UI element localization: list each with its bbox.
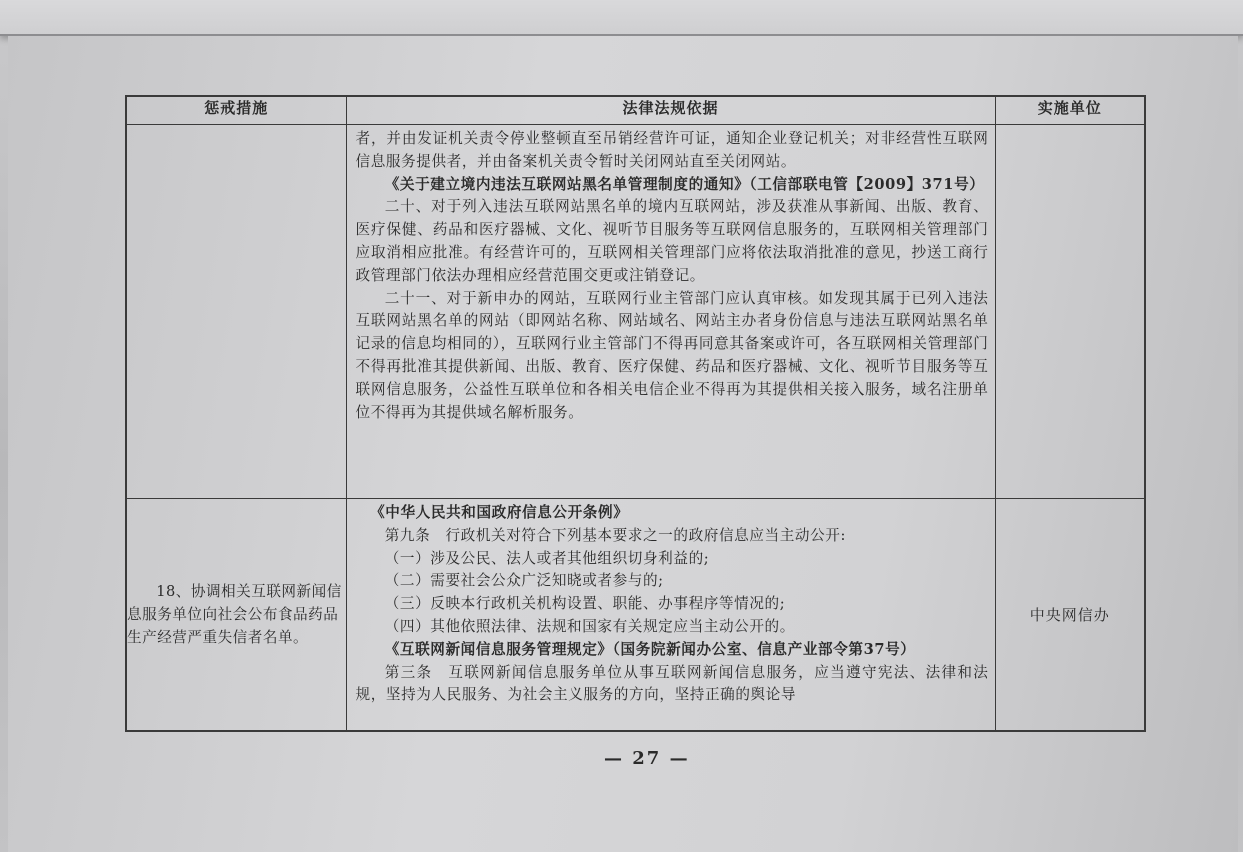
measure-cell [126, 499, 346, 732]
header-measures: 惩戒措施 [126, 96, 346, 125]
law-list-item: （一）涉及公民、法人或者其他组织切身利益的; [384, 549, 710, 567]
table-header-row [126, 96, 1145, 125]
law-paragraph: 者，并由发证机关责令停业整顿直至吊销经营许可证，通知企业登记机关；对非经营性互联网信息服务提供者，并由备案机关责令暂时关闭网站直至关闭网站。 [355, 130, 989, 170]
law-paragraph: 二十、对于列入违法互联网站黑名单的境内互联网站，涉及获准从事新闻、出版、教育、医疗保健、药品和医疗器械、文化、视听节目服务等互联网信息服务的，互联网相关管理部门应取消相应批准。有经营许可的，互联网相关管理部门应将依法取消批准的意见，抄送工商行政管理部门依法办理相应经营范围交更或注销登记。 [355, 198, 989, 284]
previous-page-edge [0, 0, 1243, 36]
page-number: — 27 — [604, 748, 690, 769]
unit-cell: 中央网信办 [995, 499, 1145, 732]
document-page [8, 36, 1238, 852]
law-article: 第三条 互联网新闻信息服务单位从事互联网新闻信息服务，应当遵守宪法、法律和法规，坚持为人民服务、为社会主义服务的方向，坚持正确的舆论导 [355, 663, 989, 704]
law-paragraph: 二十一、对于新申办的网站，互联网行业主管部门应认真审核。如发现其属于已列入违法互联网站黑名单的网站（即网站名称、网站域名、网站主办者身份信息与违法互联网站黑名单记录的信息均相同的），互联网行业主管部门不得再同意其备案或许可，各互联网相关管理部门不得再批准其提供新闻、出版、教育、医疗保健、药品和医疗器械、文化、视听节目服务等互联网信息服务，公益性互联单位和各相关电信企业不得再为其提供相关接入服务，域名注册单位不得再为其提供域名解析服务。 [355, 289, 989, 421]
legal-text [347, 125, 995, 498]
regulation-title: 《关于建立境内违法互联网站黑名单管理制度的通知》（工信部联电管【2009】371号） [384, 175, 985, 193]
regulation-table [125, 95, 1146, 732]
law-list-item: （四）其他依照法律、法规和国家有关规定应当主动公开的。 [384, 617, 795, 635]
regulation-title: 《中华人民共和国政府信息公开条例》 [370, 504, 629, 521]
law-article: 第九条 行政机关对符合下列基本要求之一的政府信息应当主动公开: [384, 526, 847, 544]
unit-cell [995, 125, 1145, 499]
law-list-item: （三）反映本行政机关机构设置、职能、办事程序等情况的; [384, 595, 786, 613]
legal-text [347, 499, 995, 730]
table-row [126, 125, 1145, 499]
header-legal-basis: 法律法规依据 [346, 96, 995, 125]
legal-basis-cell [346, 499, 995, 732]
legal-basis-cell [346, 125, 995, 499]
measure-cell [126, 125, 346, 499]
law-list-item: （二）需要社会公众广泛知晓或者参与的; [384, 572, 664, 590]
header-implementing-unit: 实施单位 [995, 96, 1145, 125]
measure-text: 18、协调相关互联网新闻信息服务单位向社会公布食品药品生产经营严重失信者名单。 [127, 583, 342, 646]
table-row [126, 499, 1145, 732]
regulation-title: 《互联网新闻信息服务管理规定》（国务院新闻办公室、信息产业部令第37号） [384, 640, 916, 658]
